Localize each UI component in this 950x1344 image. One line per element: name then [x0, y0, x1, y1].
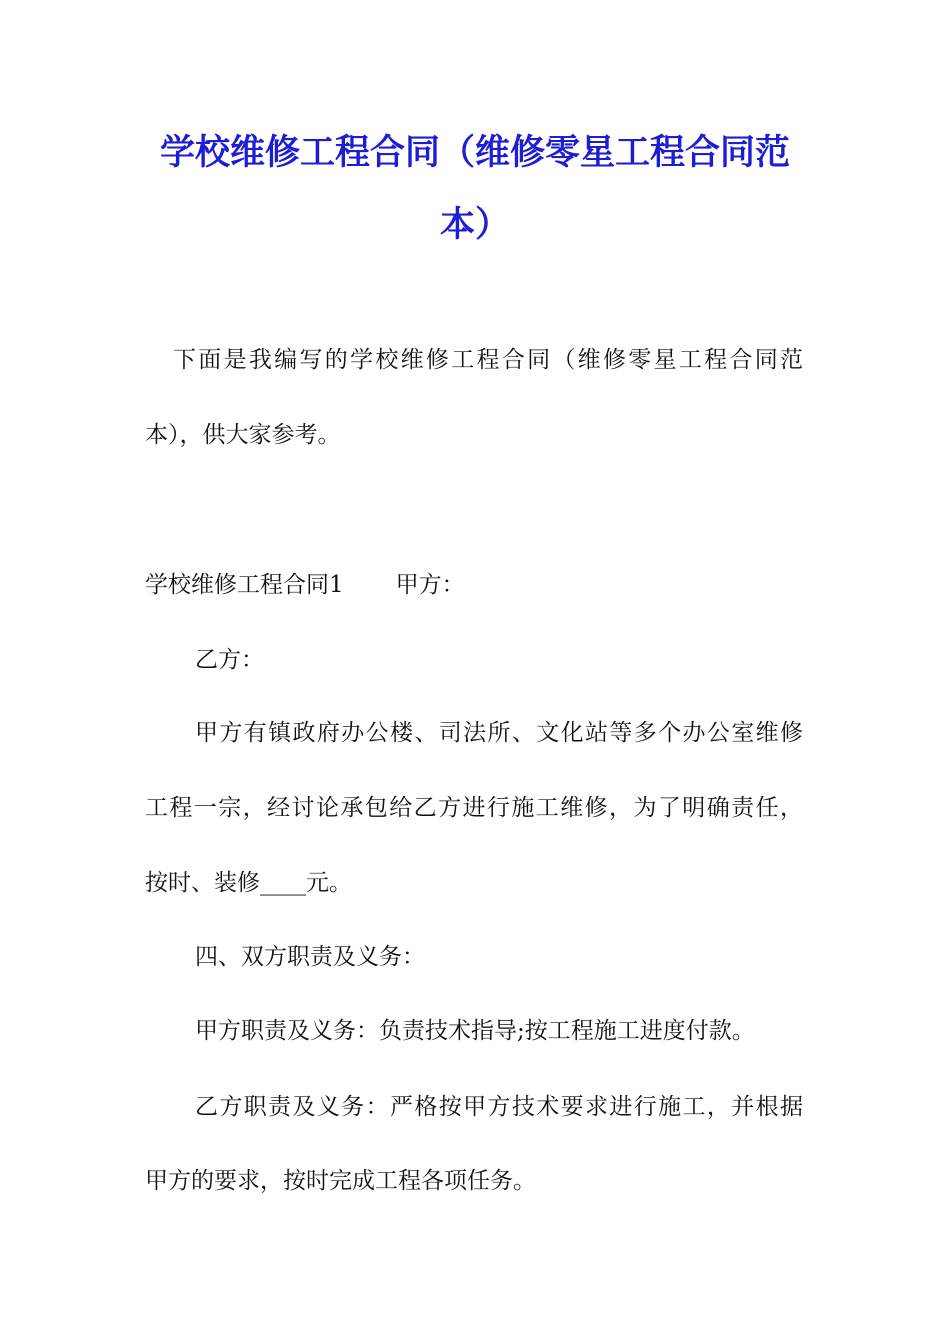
party-a-label: 甲方：: [395, 572, 465, 598]
contract-heading: 学校维修工程合同1: [145, 572, 344, 598]
document-title-line-1: 学校维修工程合同（维修零星工程合同范: [159, 133, 790, 173]
party-b-label: 乙方：: [195, 647, 264, 673]
paragraph-1-line-2: 工程一宗，经讨论承包给乙方进行施工维修，为了明确责任，: [145, 795, 803, 821]
intro-line-2: 本），供大家参考。: [145, 422, 341, 448]
paragraph-1-line-3: 按时、装修____元。: [145, 870, 352, 896]
section-4-heading: 四、双方职责及义务：: [195, 944, 425, 970]
party-b-duty-line-2: 甲方的要求，按时完成工程各项任务。: [145, 1168, 536, 1194]
contract-heading-row: [145, 570, 465, 600]
document-title-line-2: 本）: [439, 205, 510, 245]
paragraph-1-line-1: 甲方有镇政府办公楼、司法所、文化站等多个办公室维修: [195, 720, 803, 746]
intro-line-1: 下面是我编写的学校维修工程合同（维修零星工程合同范: [173, 347, 803, 373]
party-a-duty: 甲方职责及义务：负责技术指导;按工程施工进度付款。: [195, 1018, 755, 1044]
party-b-duty-line-1: 乙方职责及义务：严格按甲方技术要求进行施工，并根据: [195, 1094, 803, 1120]
